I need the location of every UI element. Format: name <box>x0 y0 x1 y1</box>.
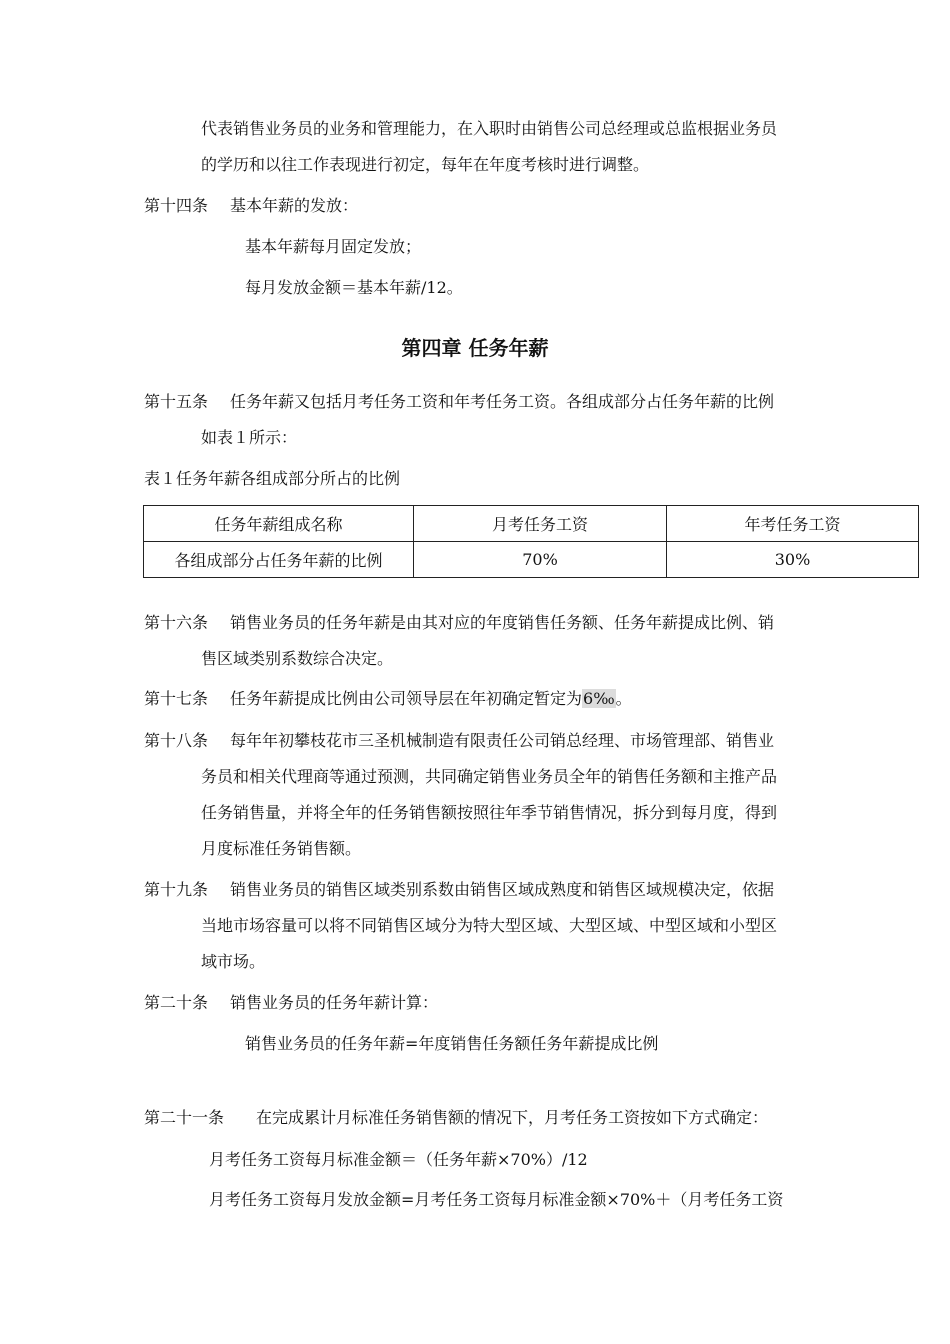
table-cell: 各组成部分占任务年薪的比例 <box>144 542 414 578</box>
formula: 月考任务工资每月发放金额=月考任务工资每月标准金额×70%＋（月考任务工资 <box>209 1190 784 1209</box>
formula: 月考任务工资每月标准金额＝（任务年薪×70%）/12 <box>209 1150 588 1169</box>
paragraph-line: 当地市场容量可以将不同销售区域分为特大型区域、大型区域、中型区域和小型区 <box>201 916 778 935</box>
table-caption: 表１任务年薪各组成部分所占的比例 <box>144 469 401 488</box>
paragraph-line: 域市场。 <box>201 952 266 971</box>
article-text: 基本年薪的发放： <box>230 196 359 215</box>
table-cell: 年考任务工资 <box>667 506 919 542</box>
article-20 <box>144 993 438 1013</box>
article-text: 销售业务员的销售区域类别系数由销售区域成熟度和销售区域规模决定，依据 <box>230 880 775 899</box>
list-item: 每月发放金额＝基本年薪/12。 <box>245 278 463 297</box>
paragraph-line: 务员和相关代理商等通过预测，共同确定销售业务员全年的销售任务额和主推产品 <box>201 767 778 786</box>
article-label: 第十四条 <box>144 196 209 215</box>
table-cell: 月考任务工资 <box>414 506 667 542</box>
article-text: 在完成累计月标准任务销售额的情况下，月考任务工资按如下方式确定： <box>256 1108 769 1127</box>
article-15 <box>144 392 774 412</box>
article-label: 第十六条 <box>144 613 209 632</box>
article-label: 第十五条 <box>144 392 209 411</box>
article-label: 第十八条 <box>144 731 209 750</box>
article-17 <box>144 689 632 709</box>
article-label: 第十九条 <box>144 880 209 899</box>
article-label: 第十七条 <box>144 689 209 708</box>
article-text: 每年年初攀枝花市三圣机械制造有限责任公司销总经理、市场管理部、销售业 <box>230 731 775 750</box>
article-label: 第二十条 <box>144 993 209 1012</box>
table-row <box>144 542 919 578</box>
paragraph-line: 任务销售量，并将全年的任务销售额按照往年季节销售情况，拆分到每月度，得到 <box>201 803 778 822</box>
table-cell: 任务年薪组成名称 <box>144 506 414 542</box>
paragraph-line: 售区域类别系数综合决定。 <box>201 649 394 668</box>
article-14 <box>144 196 358 216</box>
paragraph-line: 代表销售业务员的业务和管理能力，在入职时由销售公司总经理或总监根据业务员 <box>201 119 778 138</box>
article-label: 第二十一条 <box>144 1108 225 1127</box>
article-text: 任务年薪又包括月考任务工资和年考任务工资。各组成部分占任务年薪的比例 <box>230 392 775 411</box>
article-text: 销售业务员的任务年薪计算： <box>230 993 439 1012</box>
table-header-row <box>144 506 919 542</box>
article-16 <box>144 613 774 633</box>
paragraph-line: 的学历和以往工作表现进行初定，每年在年度考核时进行调整。 <box>201 155 650 174</box>
article-text-end: 。 <box>615 689 632 708</box>
chapter-title: 第四章 任务年薪 <box>401 336 549 360</box>
article-text: 销售业务员的任务年薪是由其对应的年度销售任务额、任务年薪提成比例、销 <box>230 613 775 632</box>
table-cell: 70% <box>414 542 667 578</box>
ratio-table <box>143 505 919 578</box>
article-text: 任务年薪提成比例由公司领导层在年初确定暂定为 <box>230 689 583 708</box>
table-cell: 30% <box>667 542 919 578</box>
formula: 销售业务员的任务年薪=年度销售任务额任务年薪提成比例 <box>245 1034 659 1053</box>
paragraph-line: 月度标准任务销售额。 <box>201 839 362 858</box>
article-19 <box>144 880 774 900</box>
paragraph-line: 如表１所示： <box>201 428 298 447</box>
highlighted-value: 6‰ <box>583 689 615 708</box>
article-18 <box>144 731 774 751</box>
article-21 <box>144 1108 768 1128</box>
list-item: 基本年薪每月固定发放； <box>245 237 422 256</box>
